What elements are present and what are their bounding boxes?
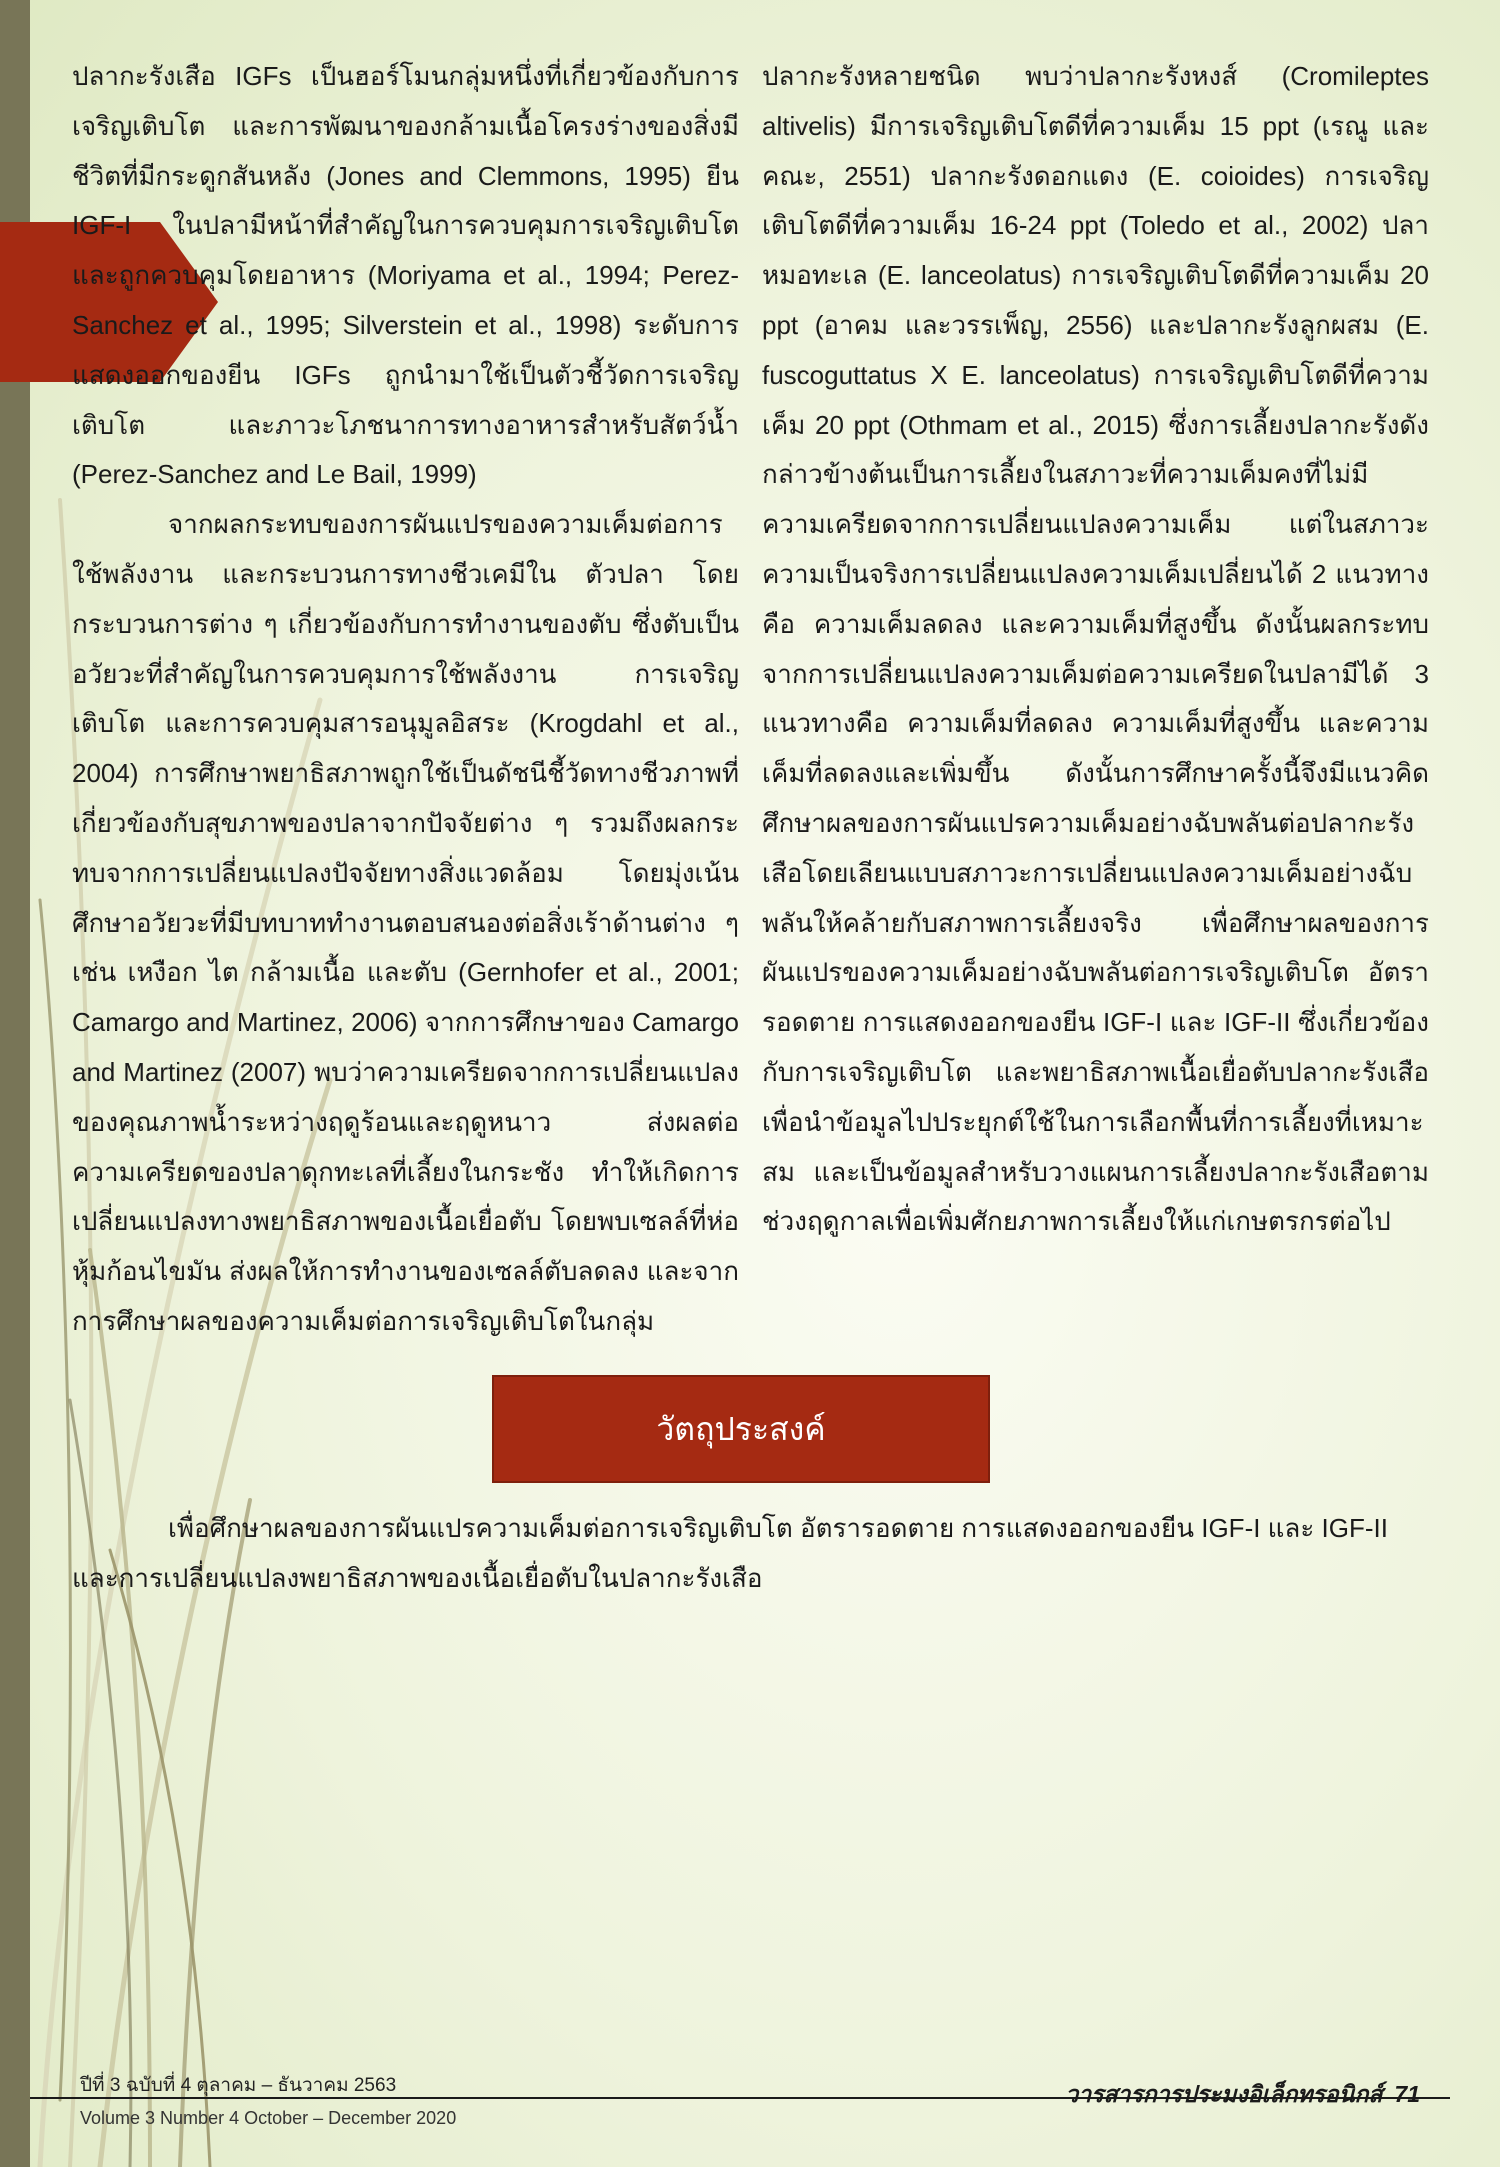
footer-issue-thai: ปีที่ 3 ฉบับที่ 4 ตุลาคม – ธันวาคม 2563 <box>80 2075 397 2096</box>
objective-heading: วัตถุประสงค์ <box>656 1410 826 1447</box>
paragraph-salinity-effects: จากผลกระทบของการผันแปรของความเค็มต่อการใช้พลังงาน และกระบวนการทางชีวเคมีใน ตัวปลา โดยกระบวนการต่าง ๆ เกี่ยวข้องกับการทำงานของตับ ซึ่งตับเป็นอวัยวะที่สำคัญในการควบคุมการใช้พลังงาน การเจริญเติบโต และการควบคุมสารอนุมูลอิสระ (Krogdahl et al., 2004) การศึกษาพยาธิสภาพถูกใช้เป็นดัชนีชี้วัดทางชีวภาพที่เกี่ยวข้องกับสุขภาพของปลาจากปัจจัยต่าง ๆ รวมถึงผลกระทบจากการเปลี่ยนแปลงปัจจัยทางสิ่งแวดล้อม โดยมุ่งเน้นศึกษาอวัยวะที่มีบทบาททำงานตอบสนองต่อสิ่งเร้าด้านต่าง ๆ เช่น เหงือก ไต กล้ามเนื้อ และตับ (Gernhofer et al., 2001; Camargo and Martinez, 2006) จากการศึกษาของ Camargo and Martinez (2007) พบว่าความเครียดจากการเปลี่ยนแปลงของคุณภาพน้ำระหว่างฤดูร้อนและฤดูหนาว ส่งผลต่อความเครียดของปลาดุกทะเลที่เลี้ยงในกระชัง ทำให้เกิดการเปลี่ยนแปลงทางพยาธิสภาพของเนื้อเยื่อตับ โดยพบเซลล์ที่ห่อหุ้มก้อนไขมัน ส่งผลให้การทำงานของเซลล์ตับลดลง และจากการศึกษาผลของความเค็มต่อการเจริญเติบโตในกลุ่ม <box>72 509 739 1336</box>
objective-heading-box <box>492 1375 990 1483</box>
paragraph-intro-continued: ปลากะรังเสือ IGFs เป็นฮอร์โมนกลุ่มหนึ่งที่เกี่ยวข้องกับการเจริญเติบโต และการพัฒนาของกล้ามเนื้อโครงร่างของสิ่งมีชีวิตที่มีกระดูกสันหลัง (Jones and Clemmons, 1995) ยีน IGF-I ในปลามีหน้าที่สำคัญในการควบคุมการเจริญเติบโต และถูกควบคุมโดยอาหาร (Moriyama et al., 1994; Perez-Sanchez et al., 1995; Silverstein et al., 1998) ระดับการแสดงออกของยีน IGFs ถูกนำมาใช้เป็นตัวชี้วัดการเจริญเติบโต และภาวะโภชนาการทางอาหารสำหรับสัตว์น้ำ (Perez-Sanchez and Le Bail, 1999) <box>72 61 739 490</box>
article-column-right <box>762 52 1429 1247</box>
article-column-left <box>72 52 739 1347</box>
objective-text: เพื่อศึกษาผลของการผันแปรความเค็มต่อการเจริญเติบโต อัตรารอดตาย การแสดงออกของยีน IGF-I และ IGF-II และการเปลี่ยนแปลงพยาธิสภาพของเนื้อเยื่อตับในปลากะรังเสือ <box>72 1513 1388 1593</box>
footer-issue-english: Volume 3 Number 4 October – December 2020 <box>80 2108 457 2128</box>
footer-journal-title <box>1065 2077 1420 2113</box>
journal-name: วารสารการประมงอิเล็กทรอนิกส์ <box>1065 2081 1383 2107</box>
page-number: 71 <box>1394 2081 1420 2107</box>
paragraph-grouper-studies: ปลากะรังหลายชนิด พบว่าปลากะรังหงส์ (Cromileptes altivelis) มีการเจริญเติบโตดีที่ความเค็ม 15 ppt (เรณู และคณะ, 2551) ปลากะรังดอกแดง (E. coioides) การเจริญเติบโตดีที่ความเค็ม 16-24 ppt (Toledo et al., 2002) ปลาหมอทะเล (E. lanceolatus) การเจริญเติบโตดีที่ความเค็ม 20 ppt (อาคม และวรรเพ็ญ, 2556) และปลากะรังลูกผสม (E. fuscoguttatus X E. lanceolatus) การเจริญเติบโตดีที่ความเค็ม 20 ppt (Othmam et al., 2015) ซึ่งการเลี้ยงปลากะรังดังกล่าวข้างต้นเป็นการเลี้ยงในสภาวะที่ความเค็มคงที่ไม่มีความเครียดจากการเปลี่ยนแปลงความเค็ม แต่ในสภาวะความเป็นจริงการเปลี่ยนแปลงความเค็มเปลี่ยนได้ 2 แนวทาง คือ ความเค็มลดลง และความเค็มที่สูงขึ้น ดังนั้นผลกระทบจากการเปลี่ยนแปลงความเค็มต่อความเครียดในปลามีได้ 3 แนวทางคือ ความเค็มที่ลดลง ความเค็มที่สูงขึ้น และความเค็มที่ลดลงและเพิ่มขึ้น ดังนั้นการศึกษาครั้งนี้จึงมีแนวคิดศึกษาผลของการผันแปรความเค็มอย่างฉับพลันต่อปลากะรังเสือโดยเลียนแบบสภาวะการเปลี่ยนแปลงความเค็มอย่างฉับพลันให้คล้ายกับสภาพการเลี้ยงจริง เพื่อศึกษาผลของการผันแปรของความเค็มอย่างฉับพลันต่อการเจริญเติบโต อัตรารอดตาย การแสดงออกของยีน IGF-I และ IGF-II ซึ่งเกี่ยวข้องกับการเจริญเติบโต และพยาธิสภาพเนื้อเยื่อตับปลากะรังเสือ เพื่อนำข้อมูลไปประยุกต์ใช้ในการเลือกพื้นที่การเลี้ยงที่เหมาะสม และเป็นข้อมูลสำหรับวางแผนการเลี้ยงปลากะรังเสือตามช่วงฤดูกาลเพื่อเพิ่มศักยภาพการเลี้ยงให้แก่เกษตรกรต่อไป <box>762 61 1429 1237</box>
